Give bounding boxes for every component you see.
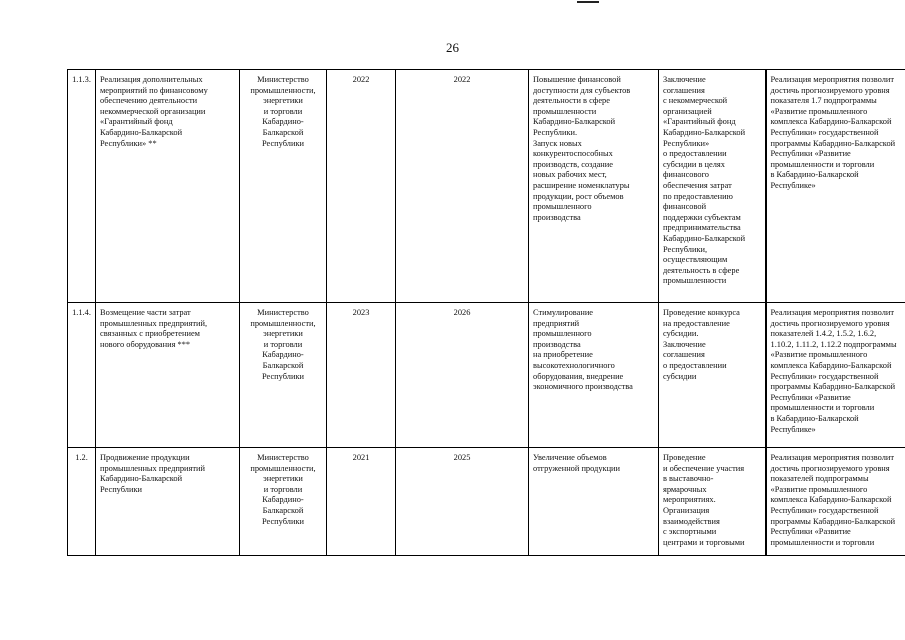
cell-text-line: Республики (261, 138, 304, 148)
cell-text-line: промышленного (533, 329, 592, 339)
cell-text-line: и обеспечение участия (663, 463, 745, 473)
cell-text-line: Республики, (663, 244, 708, 254)
cell-text-line: предпринимательства (663, 223, 741, 233)
cell-text-line: промышленности (533, 106, 597, 116)
cell-text-line: промышленности и торговли (770, 537, 875, 547)
measure-number: 1.1.3. (68, 70, 96, 303)
cell-text-line: «Развитие промышленного (770, 350, 868, 360)
start-year: 2021 (327, 448, 396, 556)
top-scan-mark (577, 1, 599, 3)
cell-text-line: комплекса Кабардино-Балкарской (770, 117, 892, 127)
cell-text-line: с экспортными (663, 527, 717, 537)
cell-text-line: обеспечению деятельности (100, 96, 198, 106)
cell-text-line: Республике» (770, 180, 816, 190)
cell-text-line: оборудования, внедрение (533, 371, 624, 381)
cell-text-line: Республики» (663, 138, 710, 148)
cell-text-line: Кабардино-Балкарской (533, 117, 616, 127)
cell-text-line: «Развитие промышленного (770, 484, 868, 494)
cell-text-line: «Гарантийный фонд (663, 117, 736, 127)
cell-text-line: достичь прогнозируемого уровня (770, 85, 890, 95)
cell-text-line: промышленности (663, 276, 727, 286)
cell-text-line: Заключение (663, 339, 706, 349)
implementation-mechanism (659, 70, 766, 303)
cell-text-line: в выставочно- (663, 474, 714, 484)
cell-text-line: высокотехнологичного (533, 360, 615, 370)
cell-text-line: Продвижение продукции (100, 453, 190, 462)
cell-text-line: с некоммерческой (663, 96, 728, 106)
cell-text-line: на предоставление (663, 318, 730, 328)
start-year: 2022 (327, 70, 396, 303)
expected-result (529, 70, 659, 303)
cell-text-line: субсидии. (663, 329, 699, 339)
cell-text-line: нового оборудования *** (100, 339, 191, 349)
page-number: 26 (446, 40, 459, 55)
cell-text-line: энергетики (263, 329, 303, 339)
cell-text-line: субсидии в целях (663, 159, 725, 169)
cell-text-line: Проведение (663, 453, 706, 462)
indicator-link (766, 70, 905, 303)
cell-text-line: производства (533, 339, 581, 349)
cell-text-line: программы Кабардино-Балкарской (770, 382, 896, 392)
cell-text-line: продукции, рост объемов (533, 191, 624, 201)
cell-text-line: Кабардино-Балкарской (100, 474, 183, 484)
cell-text-line: показателей подпрограммы (770, 474, 869, 484)
cell-text-line: Кабардино-Балкарской (663, 127, 746, 137)
cell-text-line: показателя 1.7 подпрограммы (770, 96, 877, 106)
cell-text-line: по предоставлению (663, 191, 733, 201)
cell-text-line: достичь прогнозируемого уровня (770, 318, 890, 328)
cell-text-line: организацией (663, 106, 712, 116)
cell-text-line: субсидии (663, 371, 697, 381)
cell-text-line: деятельность в сфере (663, 265, 740, 275)
cell-text-line: Республики» государственной (770, 505, 879, 515)
cell-text-line: Кабардино- (262, 495, 304, 505)
cell-text-line: экономичного производства (533, 382, 633, 392)
cell-text-line: и торговли (263, 484, 303, 494)
cell-text-line: комплекса Кабардино-Балкарской (770, 360, 892, 370)
cell-text-line: 1.10.2, 1.11.2, 1.12.2 подпрограммы (770, 339, 897, 349)
cell-text-line: в Кабардино-Балкарской (770, 413, 859, 423)
cell-text-line: Республики. (533, 127, 578, 137)
end-year: 2026 (396, 303, 529, 448)
table-row (68, 303, 905, 448)
cell-text-line: Министерство (257, 308, 309, 317)
cell-text-line: Кабардино-Балкарской (100, 127, 183, 137)
program-measures-table (67, 69, 905, 556)
cell-text-line: Республики» государственной (770, 371, 879, 381)
cell-text-line: программы Кабардино-Балкарской (770, 138, 896, 148)
cell-text-line: Организация (663, 505, 710, 515)
cell-text-line: Министерство (257, 75, 309, 84)
cell-text-line: энергетики (263, 96, 303, 106)
cell-text-line: обеспечения затрат (663, 180, 732, 190)
cell-text-line: Балкарской (262, 127, 304, 137)
cell-text-line: Реализация мероприятия позволит (770, 453, 895, 462)
cell-text-line: осуществляющим (663, 255, 728, 265)
cell-text-line: Реализация дополнительных (100, 75, 203, 84)
cell-text-line: Министерство (257, 453, 309, 462)
cell-text-line: Возмещение части затрат (100, 308, 191, 317)
cell-text-line: Республики (261, 371, 304, 381)
expected-result (529, 303, 659, 448)
cell-text-line: некоммерческой организации (100, 106, 206, 116)
cell-text-line: производств, создание (533, 159, 613, 169)
cell-text-line: расширение номенклатуры (533, 180, 630, 190)
cell-text-line: предприятий (533, 318, 580, 328)
cell-text-line: соглашения (663, 350, 705, 360)
cell-text-line: «Гарантийный фонд (100, 117, 173, 127)
cell-text-line: комплекса Кабардино-Балкарской (770, 495, 892, 505)
cell-text-line: соглашения (663, 85, 705, 95)
cell-text-line: Заключение (663, 75, 706, 84)
cell-text-line: ярмарочных (663, 484, 707, 494)
cell-text-line: в Кабардино-Балкарской (770, 170, 859, 180)
table-row (68, 70, 905, 303)
cell-text-line: промышленности и торговли (770, 159, 875, 169)
cell-text-line: и торговли (263, 106, 303, 116)
cell-text-line: деятельности в сфере (533, 96, 610, 106)
measure-name (96, 448, 240, 556)
cell-text-line: производства (533, 212, 581, 222)
cell-text-line: о предоставлении (663, 149, 727, 159)
cell-text-line: Кабардино- (262, 117, 304, 127)
cell-text-line: отгруженной продукции (533, 463, 621, 473)
implementation-mechanism (659, 448, 766, 556)
cell-text-line: взаимодействия (663, 516, 720, 526)
cell-text-line: финансовой (663, 202, 707, 212)
table-row (68, 448, 905, 556)
cell-text-line: промышленных предприятий, (100, 318, 208, 328)
cell-text-line: доступности для субъектов (533, 85, 631, 95)
cell-text-line: Стимулирование (533, 308, 594, 317)
cell-text-line: Повышение финансовой (533, 75, 621, 84)
cell-text-line: центрами и торговыми (663, 537, 745, 547)
end-year: 2022 (396, 70, 529, 303)
cell-text-line: на приобретение (533, 350, 593, 360)
indicator-link (766, 448, 905, 556)
cell-text-line: достичь прогнозируемого уровня (770, 463, 890, 473)
measure-executor (240, 70, 327, 303)
cell-text-line: мероприятий по финансовому (100, 85, 208, 95)
cell-text-line: промышленности, (250, 85, 316, 95)
cell-text-line: и торговли (263, 339, 303, 349)
cell-text-line: финансового (663, 170, 709, 180)
cell-text-line: новых рабочих мест, (533, 170, 607, 180)
measure-number: 1.1.4. (68, 303, 96, 448)
cell-text-line: промышленности, (250, 463, 316, 473)
cell-text-line: поддержки субъектам (663, 212, 741, 222)
cell-text-line: Балкарской (262, 360, 304, 370)
cell-text-line: Увеличение объемов (533, 453, 607, 462)
measure-name (96, 70, 240, 303)
cell-text-line: Запуск новых (533, 138, 582, 148)
cell-text-line: промышленности и торговли (770, 403, 875, 413)
cell-text-line: Республики «Развитие (770, 527, 851, 537)
cell-text-line: Республики» ** (100, 138, 157, 148)
cell-text-line: Республики «Развитие (770, 149, 851, 159)
cell-text-line: Республики (100, 484, 143, 494)
start-year: 2023 (327, 303, 396, 448)
cell-text-line: промышленности, (250, 318, 316, 328)
cell-text-line: связанных с приобретением (100, 329, 200, 339)
end-year: 2025 (396, 448, 529, 556)
cell-text-line: конкурентоспособных (533, 149, 613, 159)
cell-text-line: Реализация мероприятия позволит (770, 75, 895, 84)
cell-text-line: показателей 1.4.2, 1.5.2, 1.6.2, (770, 329, 877, 339)
cell-text-line: мероприятиях. (663, 495, 716, 505)
measure-name (96, 303, 240, 448)
indicator-link (766, 303, 905, 448)
cell-text-line: программы Кабардино-Балкарской (770, 516, 896, 526)
measure-executor (240, 303, 327, 448)
cell-text-line: Проведение конкурса (663, 308, 740, 317)
cell-text-line: промышленных предприятий (100, 463, 206, 473)
cell-text-line: Республике» (770, 424, 816, 434)
cell-text-line: о предоставлении (663, 360, 727, 370)
expected-result (529, 448, 659, 556)
measure-executor (240, 448, 327, 556)
measure-number: 1.2. (68, 448, 96, 556)
cell-text-line: Республики «Развитие (770, 392, 851, 402)
implementation-mechanism (659, 303, 766, 448)
cell-text-line: «Развитие промышленного (770, 106, 868, 116)
cell-text-line: Реализация мероприятия позволит (770, 308, 895, 317)
cell-text-line: Балкарской (262, 505, 304, 515)
cell-text-line: Кабардино-Балкарской (663, 233, 746, 243)
cell-text-line: Кабардино- (262, 350, 304, 360)
cell-text-line: Республики» государственной (770, 127, 879, 137)
cell-text-line: Республики (261, 516, 304, 526)
cell-text-line: промышленного (533, 202, 592, 212)
cell-text-line: энергетики (263, 474, 303, 484)
